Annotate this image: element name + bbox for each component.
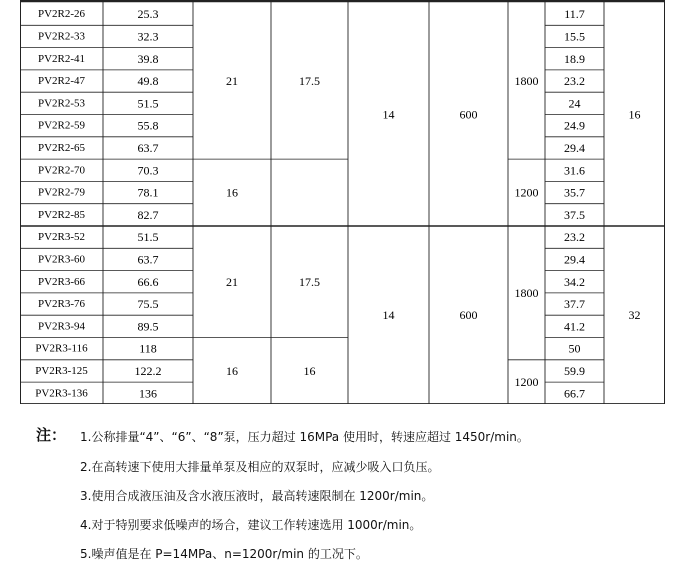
merged-cell-col5: 14	[382, 107, 395, 122]
displacement-cell: 32.3	[137, 29, 159, 44]
model-cell: PV2R2-59	[37, 119, 86, 132]
flow-cell: 59.9	[564, 363, 585, 378]
flow-cell: 11.7	[564, 7, 585, 22]
flow-cell: 37.5	[564, 207, 585, 222]
flow-cell: 18.9	[564, 51, 585, 66]
model-cell: PV2R2-79	[37, 186, 86, 199]
merged-cell-col7: 1200	[514, 185, 539, 200]
model-cell: PV2R3-94	[37, 320, 86, 333]
flow-cell: 24	[568, 96, 581, 111]
flow-cell: 66.7	[564, 386, 585, 401]
merged-cell-col4: 17.5	[299, 274, 320, 289]
flow-cell: 23.2	[564, 74, 585, 89]
merged-cell-col6: 600	[459, 308, 478, 323]
displacement-cell: 25.3	[137, 7, 159, 22]
note-item-1: 1.公称排量“4”、“6”、“8”泵，压力超过 16MPa 使用时，转速应超过 1450r/min。	[80, 430, 529, 444]
flow-cell: 29.4	[564, 252, 585, 267]
note-item-3: 3.使用合成液压油及含水液压液时，最高转速限制在 1200r/min。	[80, 489, 434, 503]
merged-cell-col7: 1800	[514, 74, 539, 89]
model-cell: PV2R3-125	[35, 364, 88, 377]
merged-cell-col4: 16	[303, 363, 316, 378]
model-cell: PV2R2-65	[37, 141, 86, 154]
model-cell: PV2R3-116	[35, 342, 88, 355]
spec-table	[20, 0, 665, 404]
model-cell: PV2R3-76	[37, 298, 86, 311]
merged-cell-col3: 16	[226, 363, 238, 378]
flow-cell: 31.6	[564, 163, 585, 178]
flow-cell: 23.2	[564, 230, 585, 245]
spec-table-svg	[20, 0, 665, 404]
merged-cell-col5: 14	[382, 308, 395, 323]
merged-cell-col9: 32	[628, 308, 641, 323]
flow-cell: 41.2	[564, 319, 585, 334]
displacement-cell: 66.6	[137, 274, 159, 289]
displacement-cell: 63.7	[137, 252, 159, 267]
note-item-4: 4.对于特别要求低噪声的场合，建议工作转速选用 1000r/min。	[80, 518, 422, 532]
displacement-cell: 75.5	[137, 297, 159, 312]
displacement-cell: 78.1	[137, 185, 159, 200]
model-cell: PV2R3-136	[35, 387, 88, 400]
model-cell: PV2R2-33	[37, 30, 86, 43]
merged-cell-col3: 16	[226, 185, 238, 200]
model-cell: PV2R2-41	[37, 52, 86, 65]
note-item-5: 5.噪声值是在 P=14MPa、n=1200r/min 的工况下。	[80, 547, 368, 561]
model-cell: PV2R3-52	[37, 231, 86, 244]
displacement-cell: 39.8	[137, 51, 159, 66]
displacement-cell: 118	[139, 341, 157, 356]
flow-cell: 34.2	[564, 274, 585, 289]
merged-cell-col4: 17.5	[299, 74, 320, 89]
merged-cell-col7: 1200	[514, 375, 539, 390]
merged-cell-col9: 16	[628, 107, 641, 122]
displacement-cell: 55.8	[137, 118, 159, 133]
model-cell: PV2R2-47	[37, 75, 86, 88]
model-cell: PV2R2-70	[37, 164, 86, 177]
displacement-cell: 82.7	[137, 207, 159, 222]
displacement-cell: 122.2	[134, 363, 162, 378]
model-cell: PV2R3-60	[37, 253, 86, 266]
flow-cell: 50	[568, 341, 581, 356]
model-cell: PV2R2-85	[37, 208, 86, 221]
flow-cell: 24.9	[564, 118, 585, 133]
displacement-cell: 136	[139, 386, 157, 401]
displacement-cell: 51.5	[137, 96, 159, 111]
merged-cell-col3: 21	[226, 274, 238, 289]
model-cell: PV2R3-66	[37, 275, 86, 288]
displacement-cell: 63.7	[137, 140, 159, 155]
flow-cell: 37.7	[564, 297, 585, 312]
merged-cell-col7: 1800	[514, 285, 539, 300]
note-item-2: 2.在高转速下使用大排量单泵及相应的双泵时，应减少吸入口负压。	[80, 460, 440, 474]
displacement-cell: 89.5	[137, 319, 159, 334]
displacement-cell: 70.3	[137, 163, 159, 178]
flow-cell: 35.7	[564, 185, 585, 200]
merged-cell-col3: 21	[226, 74, 238, 89]
merged-cell-col6: 600	[459, 107, 478, 122]
model-cell: PV2R2-53	[37, 97, 86, 110]
flow-cell: 15.5	[564, 29, 585, 44]
notes-label: 注：	[36, 426, 67, 444]
flow-cell: 29.4	[564, 140, 585, 155]
displacement-cell: 49.8	[137, 74, 159, 89]
displacement-cell: 51.5	[137, 230, 159, 245]
model-cell: PV2R2-26	[37, 8, 86, 21]
